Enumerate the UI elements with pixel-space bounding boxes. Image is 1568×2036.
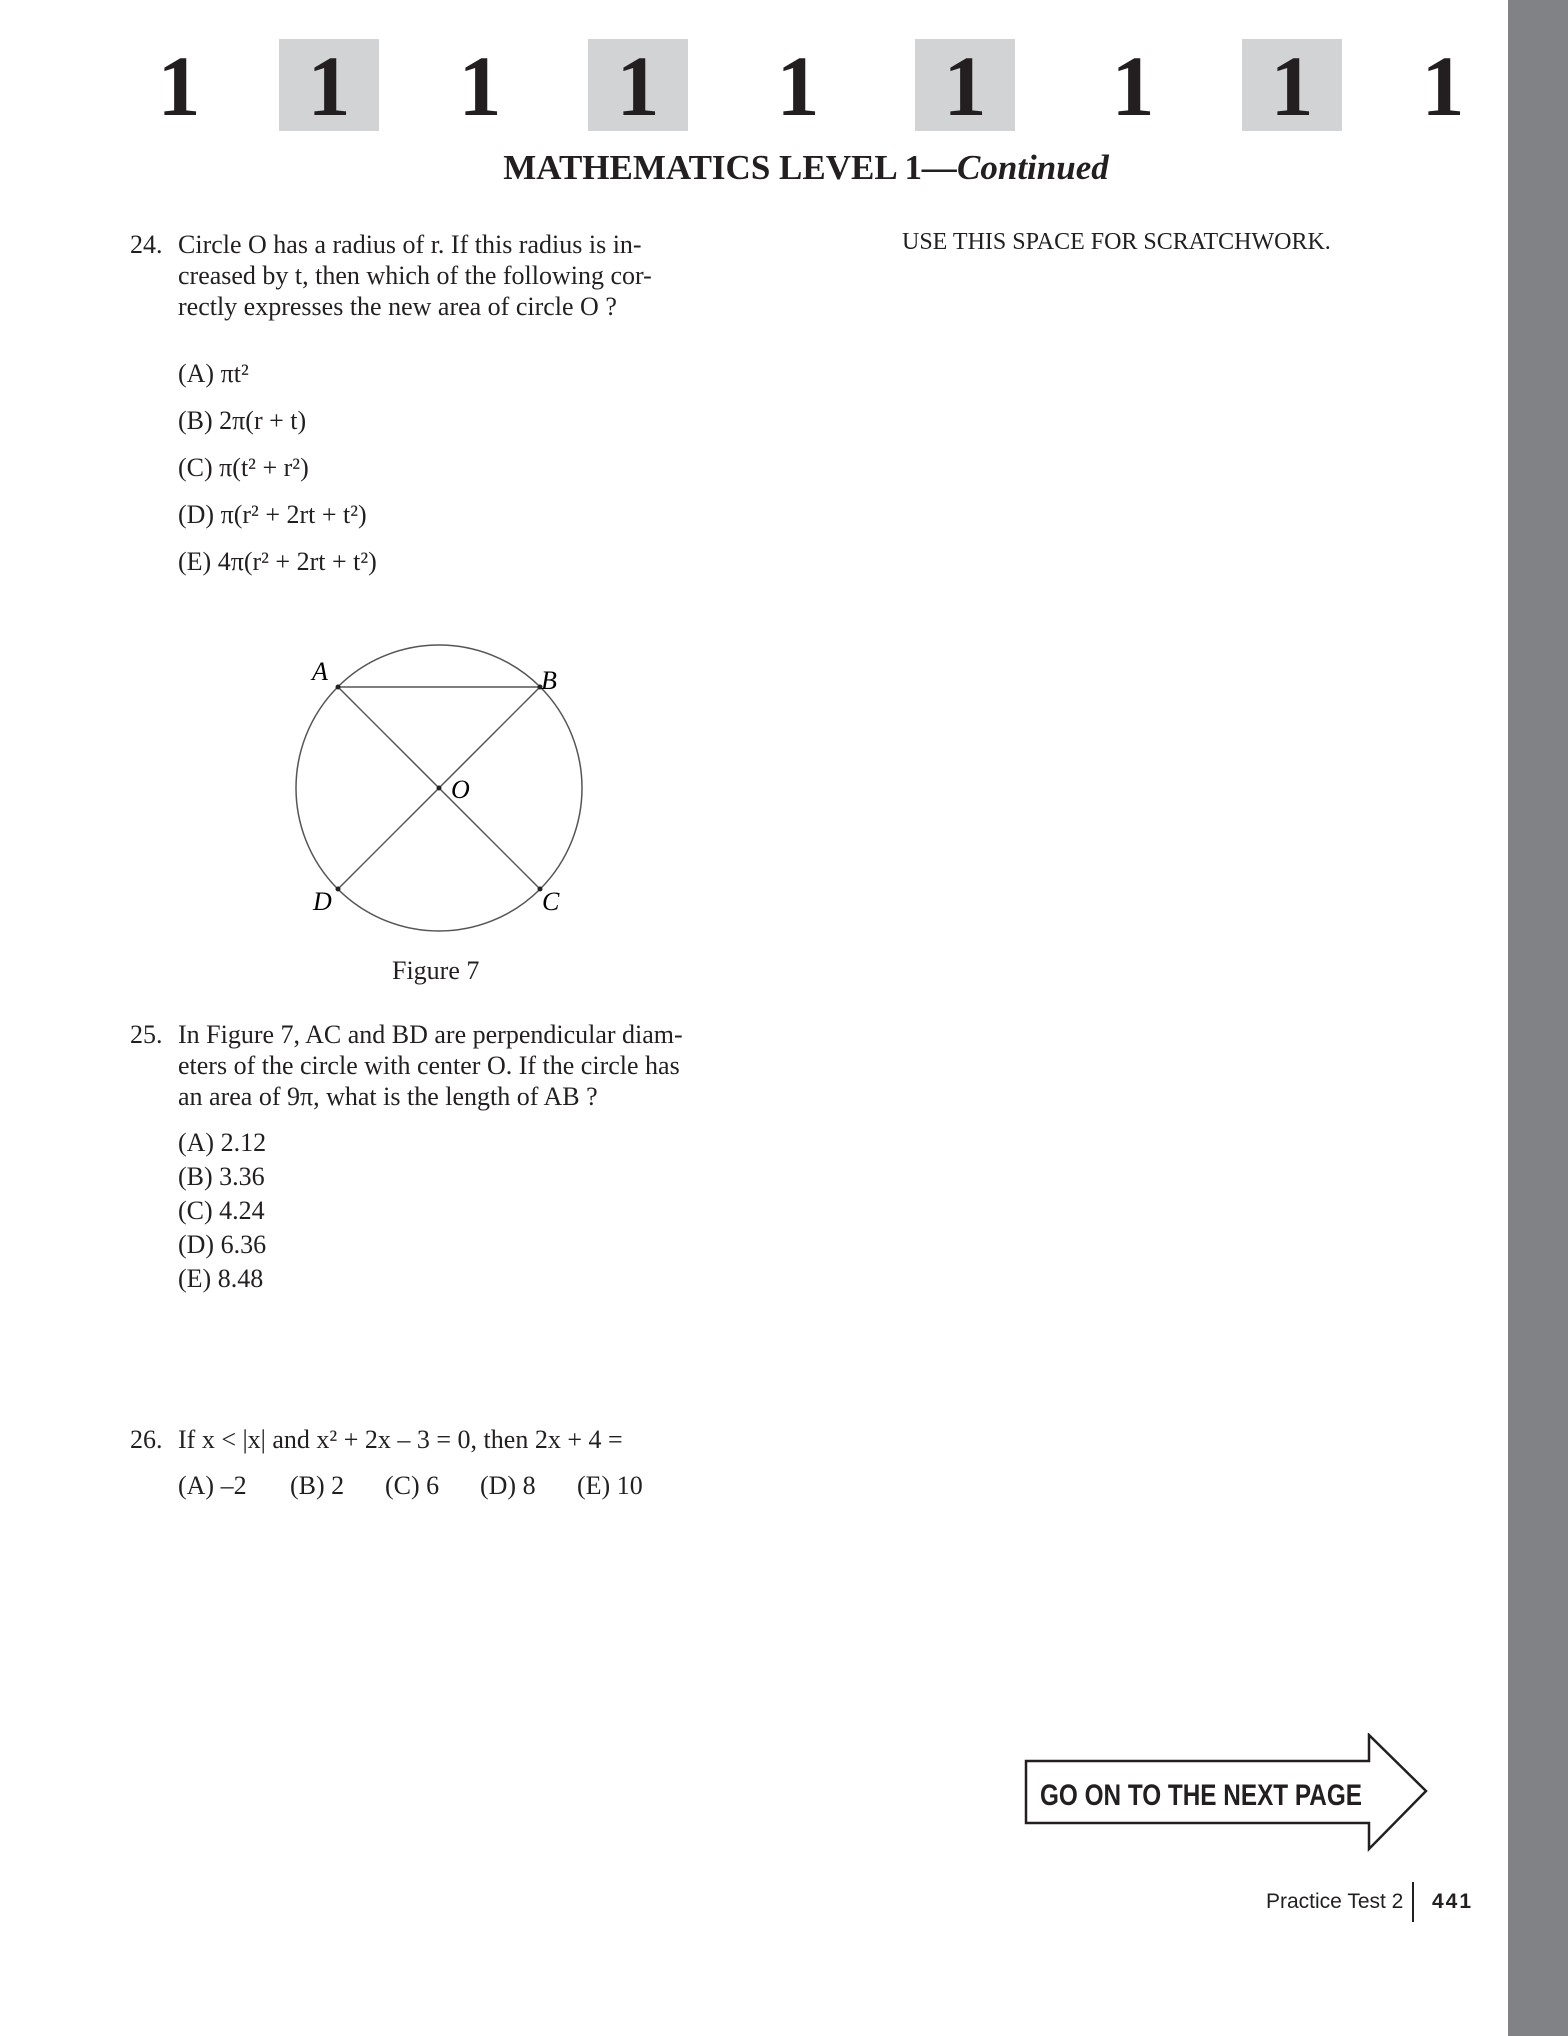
page-edge-bar (1508, 0, 1568, 2036)
footer-label: Practice Test 2 (1266, 1890, 1404, 1913)
answer-choice[interactable]: (E) 8.48 (178, 1264, 264, 1293)
question-line: rectly expresses the new area of circle O ? (178, 292, 617, 321)
answer-choice[interactable]: (C) 4.24 (178, 1196, 265, 1225)
next-page-label: GO ON TO THE NEXT PAGE (1040, 1779, 1362, 1812)
answer-choice[interactable]: (C) π(t² + r²) (178, 453, 309, 482)
point-label-c: C (542, 887, 560, 916)
title-text: MATHEMATICS LEVEL 1 (503, 148, 923, 187)
question-line: eters of the circle with center O. If the circle has (178, 1051, 680, 1080)
answer-choice[interactable]: (B) 2 (290, 1471, 345, 1500)
figure-7-circle-diagram (270, 620, 610, 960)
answer-choice[interactable]: (E) 10 (577, 1471, 643, 1500)
section-number: 1 (616, 38, 660, 134)
figure-caption: Figure 7 (392, 956, 480, 985)
answer-choice[interactable]: (D) 8 (480, 1471, 536, 1500)
section-number: 1 (458, 38, 502, 134)
section-number: 1 (307, 38, 351, 134)
question-number: 26. (130, 1425, 163, 1454)
section-number: 1 (157, 38, 201, 134)
question-line: Circle O has a radius of r. If this radius is in- (178, 230, 642, 259)
answer-choice[interactable]: (E) 4π(r² + 2rt + t²) (178, 547, 377, 576)
question-line: creased by t, then which of the following cor- (178, 261, 652, 290)
section-number: 1 (1111, 38, 1155, 134)
footer-divider (1412, 1882, 1414, 1922)
question-text: If x < |x| and x² + 2x – 3 = 0, then 2x + 4 = (178, 1425, 623, 1454)
page-title (0, 148, 1508, 188)
section-number: 1 (776, 38, 820, 134)
point-label-o: O (451, 775, 470, 804)
question-number: 24. (130, 230, 163, 259)
answer-choice[interactable]: (A) 2.12 (178, 1128, 267, 1157)
question-number: 25. (130, 1020, 163, 1049)
answer-choice[interactable]: (B) 2π(r + t) (178, 406, 307, 435)
question-24 (0, 229, 800, 329)
page-number: 441 (1432, 1890, 1474, 1913)
question-line: an area of 9π, what is the length of AB ? (178, 1082, 598, 1111)
title-suffix: —Continued (922, 148, 1109, 187)
point-label-b: B (541, 666, 557, 695)
answer-choice[interactable]: (C) 6 (385, 1471, 440, 1500)
answer-choice[interactable]: (A) –2 (178, 1471, 247, 1500)
point-label-d: D (313, 887, 332, 916)
answer-choice[interactable]: (B) 3.36 (178, 1162, 265, 1191)
section-number: 1 (943, 38, 987, 134)
answer-choice[interactable]: (A) πt² (178, 359, 249, 388)
point-label-a: A (312, 657, 328, 686)
question-25 (0, 1019, 800, 1119)
section-number: 1 (1270, 38, 1314, 134)
question-26 (0, 1424, 800, 1464)
answer-choice[interactable]: (D) π(r² + 2rt + t²) (178, 500, 367, 529)
section-number: 1 (1421, 38, 1465, 134)
next-page-arrow (1024, 1733, 1430, 1853)
question-line: In Figure 7, AC and BD are perpendicular diam- (178, 1020, 683, 1049)
scratchwork-label: USE THIS SPACE FOR SCRATCHWORK. (902, 229, 1331, 255)
answer-choice[interactable]: (D) 6.36 (178, 1230, 267, 1259)
